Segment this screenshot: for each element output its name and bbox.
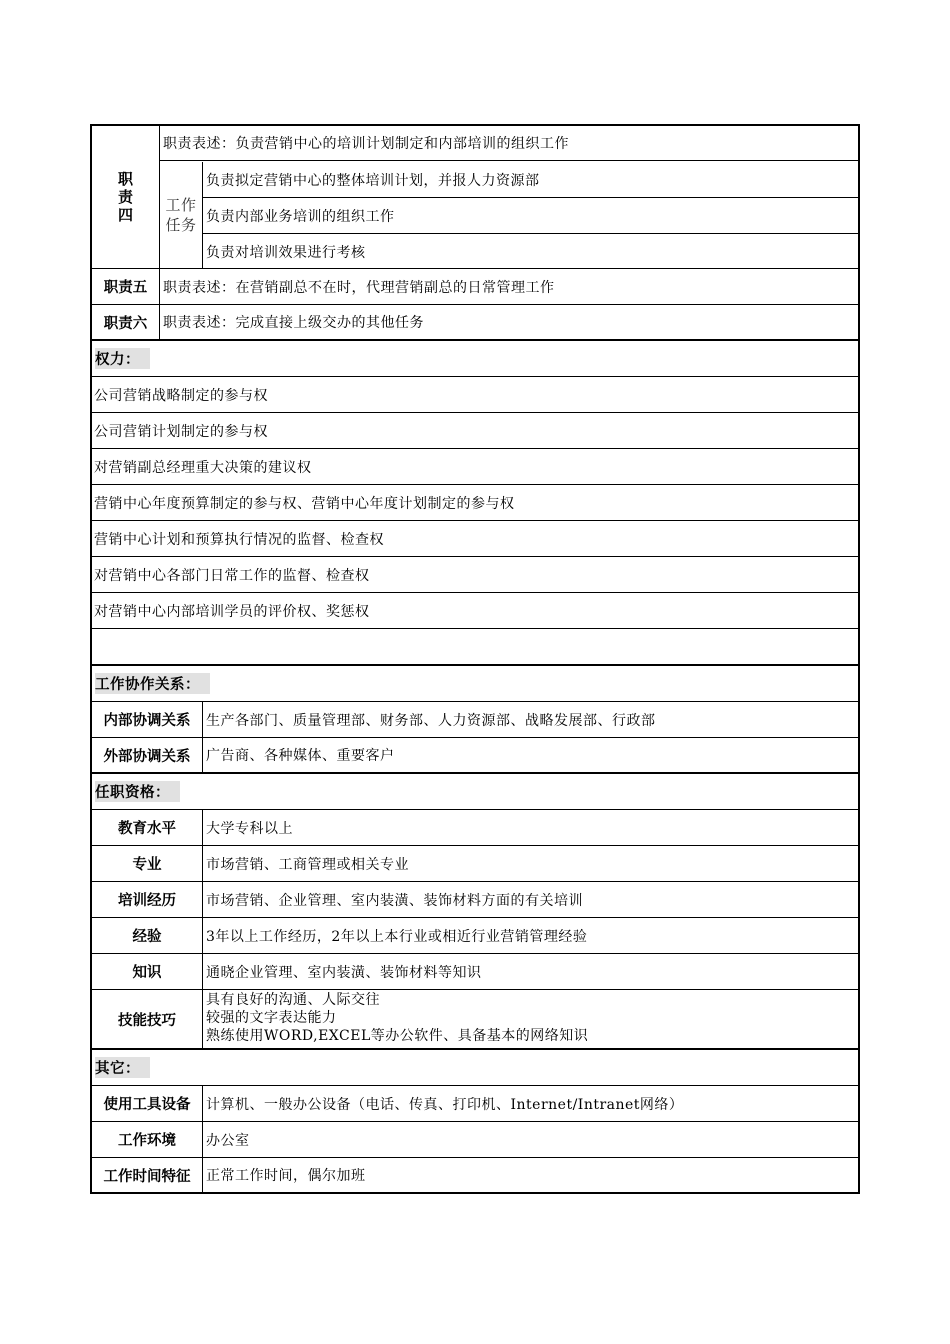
authority-item-text: 营销中心计划和预算执行情况的监督、检查权 <box>94 531 384 548</box>
authority-item <box>90 521 860 557</box>
duty-five-row <box>90 269 860 305</box>
qualification-row <box>90 846 860 882</box>
authority-item <box>90 377 860 413</box>
duty-six-row <box>90 305 860 341</box>
skills-row <box>90 990 860 1050</box>
qualification-row <box>90 954 860 990</box>
qualification-value: 市场营销、工商管理或相关专业 <box>206 856 409 873</box>
qualification-value: 市场营销、企业管理、室内装潢、装饰材料方面的有关培训 <box>206 892 583 909</box>
authority-item <box>90 485 860 521</box>
other-value: 办公室 <box>206 1132 250 1149</box>
duty-four-task: 负责对培训效果进行考核 <box>206 245 366 261</box>
qualification-label: 专业 <box>132 857 162 873</box>
qualification-value: 3年以上工作经历，2年以上本行业或相近行业营销管理经验 <box>206 928 588 945</box>
qualification-label: 经验 <box>132 929 162 945</box>
duty-six-statement: 职责表述：完成直接上级交办的其他任务 <box>163 315 424 331</box>
qualification-value: 通晓企业管理、室内装潢、装饰材料等知识 <box>206 964 482 981</box>
other-header <box>90 1050 860 1086</box>
qualification-label: 知识 <box>132 965 162 981</box>
skills-label: 技能技巧 <box>118 1012 176 1029</box>
authority-item-text: 公司营销计划制定的参与权 <box>94 423 268 440</box>
duty-four-statement: 职责表述：负责营销中心的培训计划制定和内部培训的组织工作 <box>160 126 858 161</box>
qualifications-title: 任职资格： <box>95 781 180 802</box>
authority-item <box>90 413 860 449</box>
authority-item <box>90 593 860 629</box>
authority-empty-row <box>90 629 860 666</box>
qualification-row <box>90 810 860 846</box>
external-relations-row <box>90 738 860 774</box>
internal-relations-label: 内部协调关系 <box>103 713 191 729</box>
duty-four-task: 负责内部业务培训的组织工作 <box>203 199 858 234</box>
relations-title: 工作协作关系： <box>95 673 210 694</box>
qualification-value: 大学专科以上 <box>206 820 293 837</box>
duty-four-block <box>90 124 860 269</box>
authority-header <box>90 341 860 377</box>
authority-item-text: 对营销中心各部门日常工作的监督、检查权 <box>94 567 370 584</box>
duty-four-label: 职 责 四 <box>117 170 133 224</box>
internal-relations-row <box>90 702 860 738</box>
duty-four-task: 负责拟定营销中心的整体培训计划，并报人力资源部 <box>203 162 858 198</box>
job-description-sheet <box>90 124 860 1194</box>
authority-item-text: 对营销副总经理重大决策的建议权 <box>94 459 312 476</box>
other-value: 正常工作时间，偶尔加班 <box>206 1168 366 1184</box>
skills-item: 熟练使用WORD,EXCEL等办公软件、具备基本的网络知识 <box>206 1028 589 1044</box>
qualifications-header <box>90 774 860 810</box>
duty-four-task-label: 工作 任务 <box>165 196 197 234</box>
other-label: 工作时间特征 <box>103 1168 191 1185</box>
authority-item-text: 营销中心年度预算制定的参与权、营销中心年度计划制定的参与权 <box>94 495 515 512</box>
relations-header <box>90 666 860 702</box>
skills-list <box>206 991 858 1045</box>
other-row <box>90 1158 860 1194</box>
duty-five-label: 职责五 <box>103 280 148 296</box>
other-title: 其它： <box>95 1057 150 1078</box>
skills-item: 较强的文字表达能力 <box>206 1010 337 1026</box>
duty-five-statement: 职责表述：在营销副总不在时，代理营销副总的日常管理工作 <box>163 279 555 296</box>
authority-item <box>90 557 860 593</box>
authority-item-text: 对营销中心内部培训学员的评价权、奖惩权 <box>94 603 370 620</box>
authority-item <box>90 449 860 485</box>
other-row <box>90 1086 860 1122</box>
internal-relations-value: 生产各部门、质量管理部、财务部、人力资源部、战略发展部、行政部 <box>206 712 656 729</box>
other-value: 计算机、一般办公设备（电话、传真、打印机、Internet/Intranet网络） <box>206 1096 684 1113</box>
authority-title: 权力： <box>95 348 150 369</box>
skills-item: 具有良好的沟通、人际交往 <box>206 992 380 1008</box>
external-relations-label: 外部协调关系 <box>103 748 191 765</box>
qualification-row <box>90 882 860 918</box>
qualification-label: 教育水平 <box>118 821 176 837</box>
other-row <box>90 1122 860 1158</box>
other-label: 使用工具设备 <box>103 1097 191 1113</box>
qualification-row <box>90 918 860 954</box>
duty-six-label: 职责六 <box>103 315 148 332</box>
qualification-label: 培训经历 <box>118 893 176 909</box>
other-label: 工作环境 <box>118 1133 176 1149</box>
external-relations-value: 广告商、各种媒体、重要客户 <box>206 748 395 764</box>
authority-item-text: 公司营销战略制定的参与权 <box>94 387 268 404</box>
